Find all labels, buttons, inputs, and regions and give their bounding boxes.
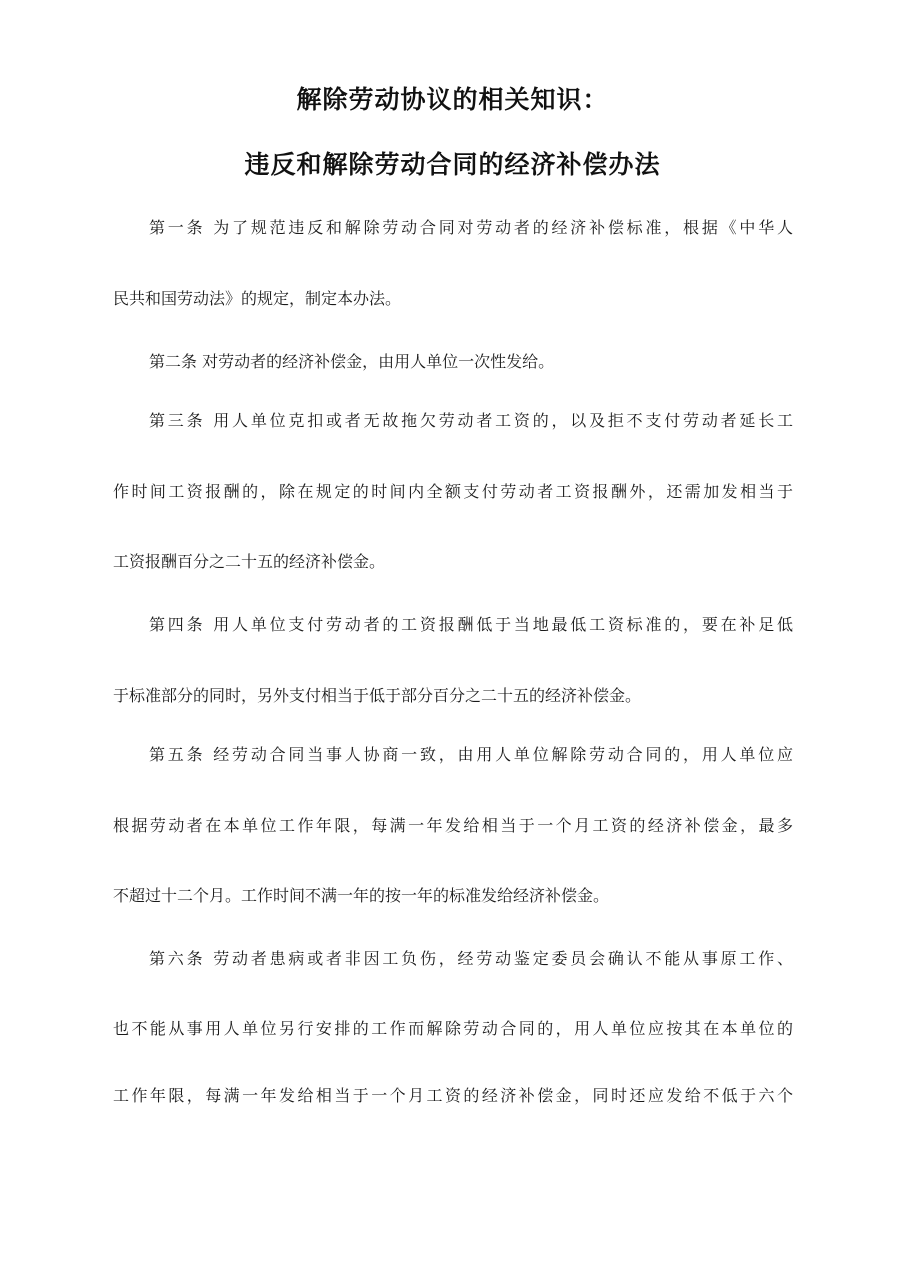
document-subtitle: 违反和解除劳动合同的经济补偿办法 xyxy=(244,150,661,179)
article-4-line-1: 第四条 用人单位支付劳动者的工资报酬低于当地最低工资标准的，要在补足低 xyxy=(149,615,793,634)
article-6-line-3: 工作年限，每满一年发给相当于一个月工资的经济补偿金，同时还应发给不低于六个 xyxy=(113,1086,793,1105)
article-5-line-3: 不超过十二个月。工作时间不满一年的按一年的标准发给经济补偿金。 xyxy=(113,886,610,905)
document-title: 解除劳动协议的相关知识： xyxy=(296,85,609,114)
article-6-line-2: 也不能从事用人单位另行安排的工作而解除劳动合同的，用人单位应按其在本单位的 xyxy=(113,1019,793,1038)
article-2-line-1: 第二条 对劳动者的经济补偿金，由用人单位一次性发给。 xyxy=(149,352,555,371)
article-3-line-2: 作时间工资报酬的，除在规定的时间内全额支付劳动者工资报酬外，还需加发相当于 xyxy=(113,482,793,501)
article-3-line-1: 第三条 用人单位克扣或者无故拖欠劳动者工资的，以及拒不支付劳动者延长工 xyxy=(149,411,793,430)
article-6-line-1: 第六条 劳动者患病或者非因工负伤，经劳动鉴定委员会确认不能从事原工作、 xyxy=(149,949,793,968)
article-4-line-2: 于标准部分的同时，另外支付相当于低于部分百分之二十五的经济补偿金。 xyxy=(113,686,642,705)
article-1-line-1: 第一条 为了规范违反和解除劳动合同对劳动者的经济补偿标准，根据《中华人 xyxy=(149,218,793,237)
article-5-line-2: 根据劳动者在本单位工作年限，每满一年发给相当于一个月工资的经济补偿金，最多 xyxy=(113,816,793,835)
article-3-line-3: 工资报酬百分之二十五的经济补偿金。 xyxy=(113,552,386,571)
article-1-line-2: 民共和国劳动法》的规定，制定本办法。 xyxy=(113,289,402,308)
article-5-line-1: 第五条 经劳动合同当事人协商一致，由用人单位解除劳动合同的，用人单位应 xyxy=(149,745,793,764)
